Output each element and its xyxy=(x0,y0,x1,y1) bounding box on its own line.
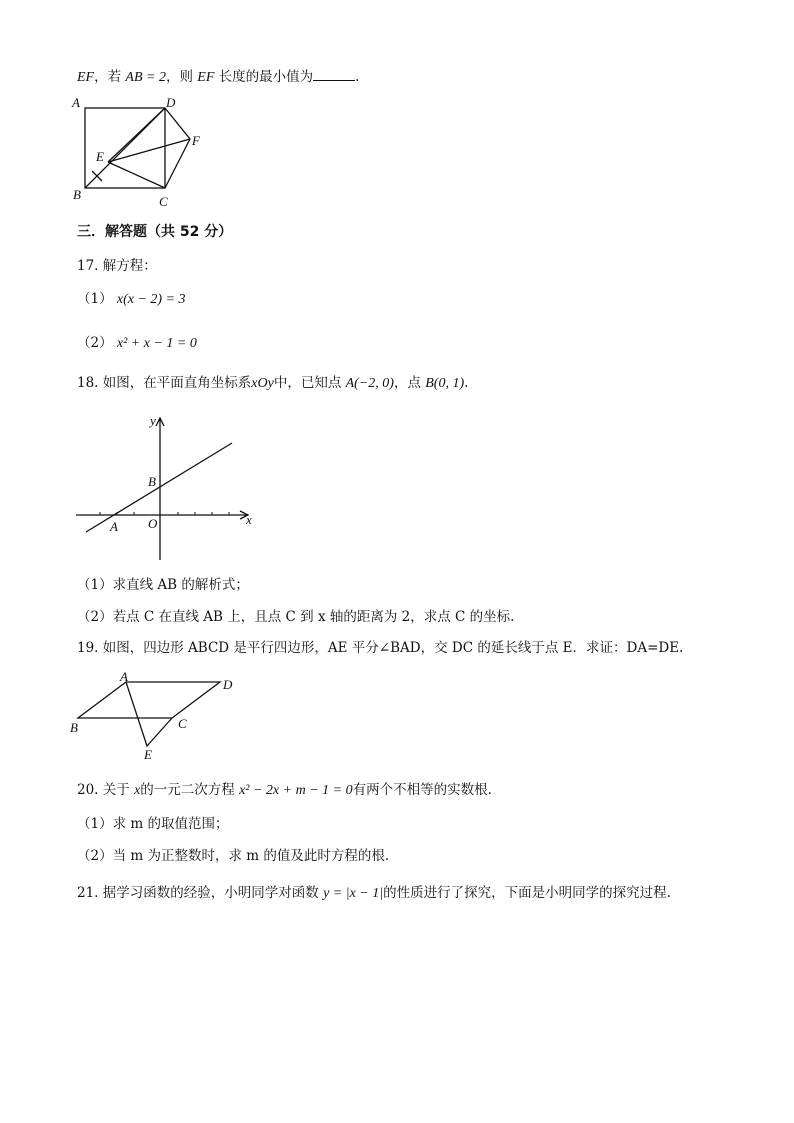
q18-known: 中，已知点 xyxy=(273,375,342,391)
label-E: E xyxy=(96,149,104,164)
q20-part2: （2）当 m 为正整数时，求 m 的值及此时方程的根. xyxy=(77,848,390,864)
q16-ze: ，则 xyxy=(165,69,193,85)
axis-label-x: x xyxy=(246,512,252,527)
q16-ruo: ，若 xyxy=(94,69,122,85)
q20-line xyxy=(77,781,492,800)
q18-line xyxy=(77,374,468,393)
q16-period: . xyxy=(355,69,360,85)
q16-ef2: EF xyxy=(197,70,215,85)
label-F: F xyxy=(192,133,200,148)
label-D: D xyxy=(223,677,233,692)
q18-pointB: B(0, 1) xyxy=(425,376,465,391)
q17-text: 解方程： xyxy=(102,258,157,274)
q17-p2-label: （2） xyxy=(77,335,113,351)
label-B: B xyxy=(70,720,78,735)
answer-blank xyxy=(313,68,355,81)
q20-tail: 有两个不相等的实数根. xyxy=(352,782,492,798)
label-C: C xyxy=(159,194,168,209)
q17-p1-eq: x(x − 2) = 3 xyxy=(116,292,186,307)
q20-var: x xyxy=(134,783,141,798)
q20-mid: 的一元二次方程 xyxy=(140,782,235,798)
q16-ef: EF xyxy=(77,70,95,85)
q17-part1 xyxy=(77,290,186,309)
q18-number: 18. xyxy=(77,375,99,391)
q20-part1: （1）求 m 的取值范围； xyxy=(77,816,229,832)
label-A: A xyxy=(110,519,118,534)
figure-square xyxy=(68,95,218,213)
q20-lead: 20. 关于 xyxy=(77,782,130,798)
label-C: C xyxy=(178,716,187,731)
label-D: D xyxy=(166,95,176,110)
q18-sys: xOy xyxy=(251,376,274,391)
q17-p2-eq: x² + x − 1 = 0 xyxy=(116,336,197,351)
label-E: E xyxy=(144,747,152,762)
q18-end: . xyxy=(464,375,469,391)
label-O: O xyxy=(148,516,158,531)
q21-line xyxy=(77,884,671,903)
label-A: A xyxy=(72,95,80,110)
q17-number: 17. xyxy=(77,258,99,274)
section-title: 三．解答题（共 52 分） xyxy=(77,224,233,240)
q19-text: 19. 如图，四边形 ABCD 是平行四边形，AE 平分∠BAD，交 DC 的延长线于点 E．求证：DA=DE. xyxy=(77,640,684,656)
q21-func: y = |x − 1| xyxy=(323,886,384,901)
label-B: B xyxy=(73,187,81,202)
figure-coordinate xyxy=(70,410,270,565)
q18-comma: ，点 xyxy=(393,375,421,391)
q18-part2: （2）若点 C 在直线 AB 上，且点 C 到 x 轴的距离为 2，求点 C 的坐标. xyxy=(77,609,515,625)
figure-parallelogram xyxy=(68,670,243,762)
q18-part1: （1）求直线 AB 的解析式； xyxy=(77,577,249,593)
q18-pointA: A(−2, 0) xyxy=(345,376,394,391)
q21-lead: 21. 据学习函数的经验，小明同学对函数 xyxy=(77,885,319,901)
q21-tail: 的性质进行了探究，下面是小明同学的探究过程. xyxy=(383,885,671,901)
q17-part2 xyxy=(77,334,197,353)
q16-line xyxy=(77,68,359,87)
q17-p1-label: （1） xyxy=(77,291,113,307)
q16-ab: AB = 2 xyxy=(125,70,166,85)
q18-intro: 如图，在平面直角坐标系 xyxy=(102,375,252,391)
q20-eq: x² − 2x + m − 1 = 0 xyxy=(239,783,353,798)
q16-min: 长度的最小值为 xyxy=(218,69,314,85)
label-B: B xyxy=(148,474,156,489)
label-A: A xyxy=(120,670,128,684)
q17-prompt xyxy=(77,257,157,275)
axis-label-y: y xyxy=(150,413,156,428)
